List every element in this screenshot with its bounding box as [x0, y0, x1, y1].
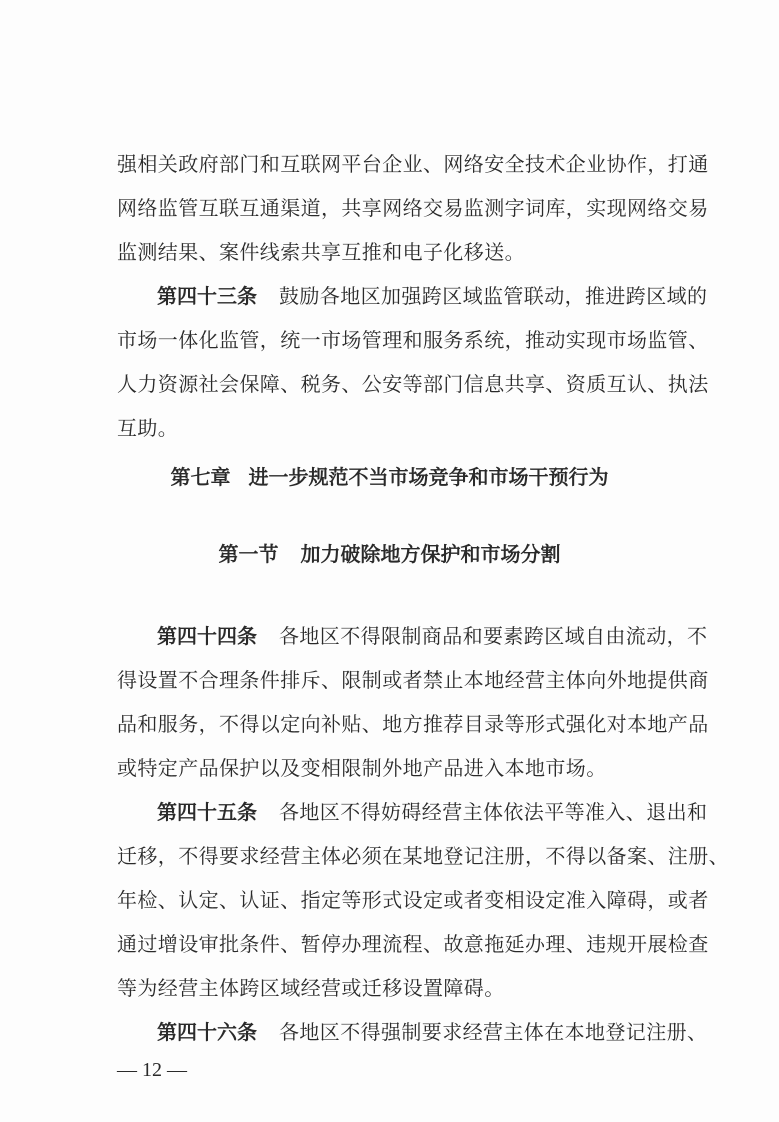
article-43-line: 互助。 — [117, 416, 179, 440]
article-46-text: 各地区不得强制要求经营主体在本地登记注册、 — [279, 1020, 708, 1044]
article-44-text: 各地区不得限制商品和要素跨区域自由流动，不 — [279, 624, 708, 648]
article-43-line: 人力资源社会保障、税务、公安等部门信息共享、资质互认、执法 — [117, 372, 709, 396]
page-number: — 12 — — [117, 1059, 187, 1081]
paragraph-line: 网络监管互联互通渠道，共享网络交易监测字词库，实现网络交易 — [117, 196, 709, 220]
article-45-line: 年检、认定、认证、指定等形式设定或者变相设定准入障碍，或者 — [117, 888, 709, 912]
article-44-label: 第四十四条 — [157, 624, 257, 648]
article-43-text: 鼓励各地区加强跨区域监管联动，推进跨区域的 — [279, 284, 708, 308]
article-46-first-line — [157, 1018, 708, 1046]
article-45-text: 各地区不得妨碍经营主体依法平等准入、退出和 — [279, 800, 708, 824]
article-45-line: 等为经营主体跨区域经营或迁移设置障碍。 — [117, 976, 505, 1000]
article-45-line: 迁移，不得要求经营主体必须在某地登记注册，不得以备案、注册、 — [117, 844, 729, 868]
article-45-label: 第四十五条 — [157, 800, 257, 824]
paragraph-line: 强相关政府部门和互联网平台企业、网络安全技术企业协作，打通 — [117, 152, 709, 176]
paragraph-line: 监测结果、案件线索共享互推和电子化移送。 — [117, 240, 525, 264]
article-44-first-line — [157, 622, 708, 650]
article-45-line: 通过增设审批条件、暂停办理流程、故意拖延办理、违规开展检查 — [117, 932, 709, 956]
chapter-title: 进一步规范不当市场竞争和市场干预行为 — [248, 465, 609, 489]
article-43-first-line — [157, 282, 708, 310]
section-number: 第一节 — [218, 542, 279, 566]
section-title: 加力破除地方保护和市场分割 — [300, 542, 561, 566]
chapter-heading — [0, 462, 779, 492]
article-45-first-line — [157, 798, 708, 826]
article-44-line: 得设置不合理条件排斥、限制或者禁止本地经营主体向外地提供商 — [117, 668, 709, 692]
article-46-label: 第四十六条 — [157, 1020, 257, 1044]
section-heading — [0, 539, 779, 569]
article-43-line: 市场一体化监管，统一市场管理和服务系统，推动实现市场监管、 — [117, 328, 709, 352]
article-44-line: 品和服务，不得以定向补贴、地方推荐目录等形式强化对本地产品 — [117, 712, 709, 736]
chapter-number: 第七章 — [170, 465, 231, 489]
article-43-label: 第四十三条 — [157, 284, 257, 308]
article-44-line: 或特定产品保护以及变相限制外地产品进入本地市场。 — [117, 756, 607, 780]
